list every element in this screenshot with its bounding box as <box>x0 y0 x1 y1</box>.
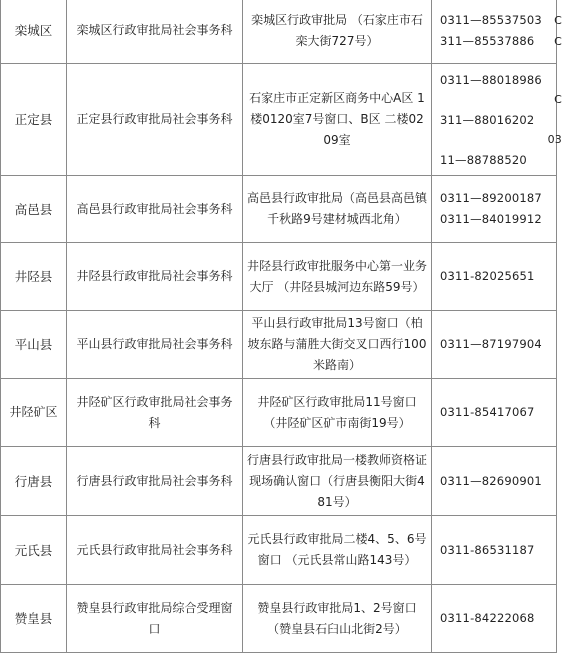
phone-number: 0311—89200187 <box>440 191 542 205</box>
table-row <box>1 243 557 311</box>
phone-number: 0311—88018986 <box>440 72 542 87</box>
office-cell: 井陉县行政审批局社会事务科 <box>67 243 243 311</box>
county-cell: 元氏县 <box>1 516 67 585</box>
address-text: 石家庄市正定新区商务中心A区 1楼0120室7号窗口、B区 二楼0209室 <box>249 91 425 147</box>
phone-cell: 0311—82690901 <box>432 447 557 516</box>
phone-number: 11—88788520 <box>440 152 527 167</box>
address-cell <box>243 64 432 176</box>
phone-cell <box>432 64 562 176</box>
phone-number: 0311—84019912 <box>440 212 542 226</box>
address-cell: 井陉矿区行政审批局11号窗口 （井陉矿区矿市南街19号） <box>243 379 432 447</box>
phone-cell: 0311-85417067 <box>432 379 557 447</box>
office-cell: 高邑县行政审批局社会事务科 <box>67 176 243 243</box>
phone-cell: 0311-86531187 <box>432 516 557 585</box>
county-cell: 高邑县 <box>1 176 67 243</box>
phone-number: 0311—85537503 <box>440 12 542 27</box>
address-cell: 井陉县行政审批服务中心第一业务大厅 （井陉县城河边东路59号） <box>243 243 432 311</box>
phone-cell <box>432 0 562 64</box>
office-cell: 栾城区行政审批局社会事务科 <box>67 0 243 64</box>
phone-cell <box>432 176 557 243</box>
address-cell: 平山县行政审批局13号窗口（柏坡东路与蒲胜大街交叉口西行100米路南） <box>243 311 432 379</box>
address-text: 栾城区行政审批局 （石家庄市石栾大街727号） <box>251 12 423 48</box>
address-cell: 赞皇县行政审批局1、2号窗口 （赞皇县石臼山北街2号） <box>243 585 432 653</box>
county-cell: 赞皇县 <box>1 585 67 653</box>
address-cell: 高邑县行政审批局（高邑县高邑镇千秋路9号建材城西北角） <box>243 176 432 243</box>
table-row <box>1 176 557 243</box>
table-row <box>1 64 557 176</box>
address-cell: 元氏县行政审批局二楼4、5、6号窗口 （元氏县常山路143号） <box>243 516 432 585</box>
address-cell: 行唐县行政审批局一楼教师资格证现场确认窗口（行唐县衡阳大街481号） <box>243 447 432 516</box>
phone-cell: 0311-82025651 <box>432 243 557 311</box>
phone-fragment: C <box>554 92 562 106</box>
county-cell: 行唐县 <box>1 447 67 516</box>
office-cell: 正定县行政审批局社会事务科 <box>67 64 243 176</box>
county-cell: 正定县 <box>1 64 67 176</box>
office-cell: 元氏县行政审批局社会事务科 <box>67 516 243 585</box>
table-row <box>1 0 557 64</box>
office-cell: 井陉矿区行政审批局社会事务科 <box>67 379 243 447</box>
phone-fragment: 03 <box>547 132 562 146</box>
office-cell: 行唐县行政审批局社会事务科 <box>67 447 243 516</box>
phone-cell: 0311-84222068 <box>432 585 557 653</box>
address-cell <box>243 0 432 64</box>
phone-number: 311—88016202 <box>440 112 535 127</box>
county-cell: 井陉矿区 <box>1 379 67 447</box>
table-row <box>1 311 557 379</box>
office-cell: 赞皇县行政审批局综合受理窗口 <box>67 585 243 653</box>
phone-fragment: C <box>554 13 562 27</box>
table-row <box>1 585 557 653</box>
table-row <box>1 379 557 447</box>
county-cell: 井陉县 <box>1 243 67 311</box>
phone-fragment: C <box>554 34 562 48</box>
table-row <box>1 516 557 585</box>
county-cell: 平山县 <box>1 311 67 379</box>
table-row <box>1 447 557 516</box>
phone-cell: 0311—87197904 <box>432 311 557 379</box>
county-cell: 栾城区 <box>1 0 67 64</box>
phone-number: 311—85537886 <box>440 33 535 48</box>
office-cell: 平山县行政审批局社会事务科 <box>67 311 243 379</box>
